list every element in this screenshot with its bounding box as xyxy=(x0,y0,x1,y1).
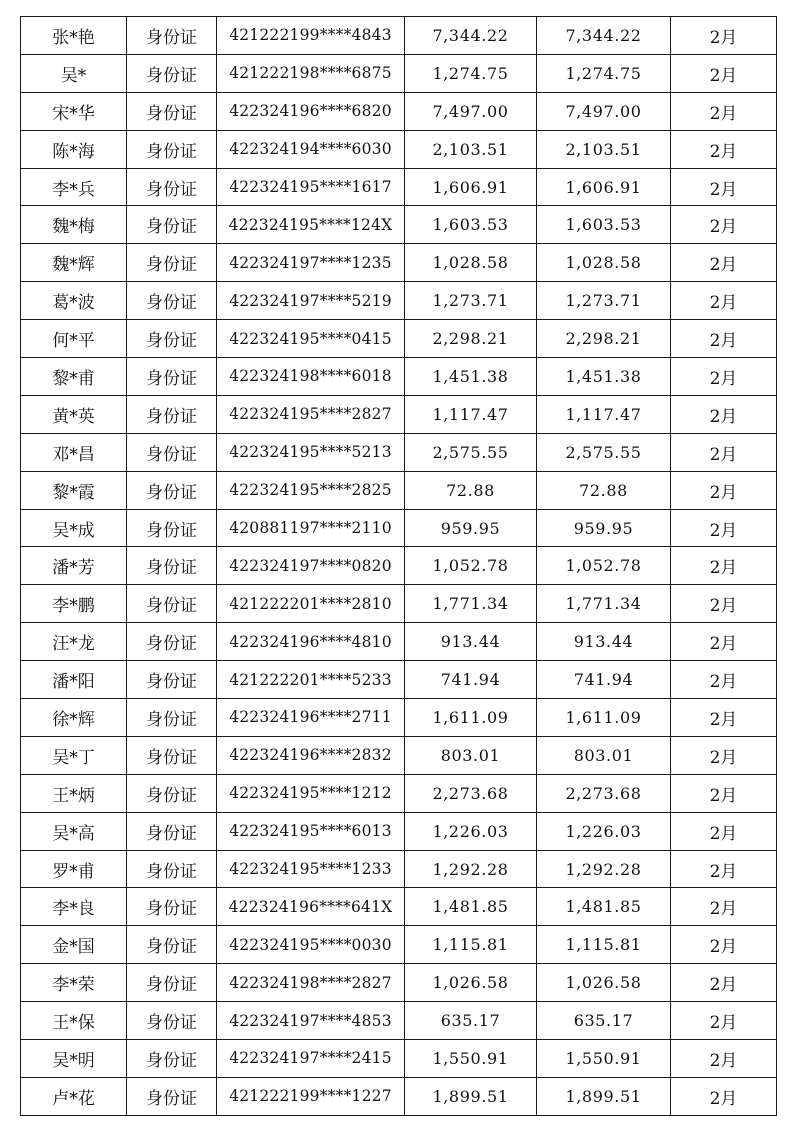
paid-amount-cell: 1,117.47 xyxy=(537,395,671,433)
id-type-cell: 身份证 xyxy=(127,320,217,358)
month-cell: 2月 xyxy=(671,433,777,471)
month-cell: 2月 xyxy=(671,888,777,926)
month-cell: 2月 xyxy=(671,699,777,737)
table-row xyxy=(21,168,777,206)
name-cell: 魏*梅 xyxy=(21,206,127,244)
month-cell: 2月 xyxy=(671,850,777,888)
id-type-cell: 身份证 xyxy=(127,850,217,888)
paid-amount-cell: 1,899.51 xyxy=(537,1077,671,1115)
id-number-cell: 420881197****2110 xyxy=(217,509,405,547)
table-row xyxy=(21,130,777,168)
paid-amount-cell: 1,274.75 xyxy=(537,54,671,92)
payment-table xyxy=(20,16,777,1116)
id-type-cell: 身份证 xyxy=(127,547,217,585)
id-number-cell: 421222201****5233 xyxy=(217,661,405,699)
paid-amount-cell: 1,052.78 xyxy=(537,547,671,585)
name-cell: 吴*成 xyxy=(21,509,127,547)
id-type-cell: 身份证 xyxy=(127,130,217,168)
id-number-cell: 422324195****1617 xyxy=(217,168,405,206)
id-type-cell: 身份证 xyxy=(127,888,217,926)
amount-cell: 2,298.21 xyxy=(405,320,537,358)
amount-cell: 1,481.85 xyxy=(405,888,537,926)
id-number-cell: 422324196****2711 xyxy=(217,699,405,737)
amount-cell: 1,026.58 xyxy=(405,964,537,1002)
table-row xyxy=(21,964,777,1002)
month-cell: 2月 xyxy=(671,1077,777,1115)
paid-amount-cell: 1,451.38 xyxy=(537,358,671,396)
paid-amount-cell: 959.95 xyxy=(537,509,671,547)
id-number-cell: 422324196****6820 xyxy=(217,92,405,130)
name-cell: 卢*花 xyxy=(21,1077,127,1115)
name-cell: 李*鹏 xyxy=(21,585,127,623)
id-number-cell: 422324197****4853 xyxy=(217,1002,405,1040)
id-type-cell: 身份证 xyxy=(127,471,217,509)
table-row xyxy=(21,320,777,358)
table-row xyxy=(21,888,777,926)
paid-amount-cell: 7,344.22 xyxy=(537,17,671,55)
amount-cell: 913.44 xyxy=(405,623,537,661)
id-type-cell: 身份证 xyxy=(127,395,217,433)
amount-cell: 1,115.81 xyxy=(405,926,537,964)
amount-cell: 2,575.55 xyxy=(405,433,537,471)
id-number-cell: 422324198****2827 xyxy=(217,964,405,1002)
month-cell: 2月 xyxy=(671,395,777,433)
id-type-cell: 身份证 xyxy=(127,168,217,206)
id-type-cell: 身份证 xyxy=(127,358,217,396)
paid-amount-cell: 1,292.28 xyxy=(537,850,671,888)
name-cell: 黎*霞 xyxy=(21,471,127,509)
paid-amount-cell: 913.44 xyxy=(537,623,671,661)
paid-amount-cell: 1,771.34 xyxy=(537,585,671,623)
name-cell: 李*良 xyxy=(21,888,127,926)
table-row xyxy=(21,509,777,547)
name-cell: 吴*明 xyxy=(21,1040,127,1078)
id-type-cell: 身份证 xyxy=(127,92,217,130)
month-cell: 2月 xyxy=(671,358,777,396)
paid-amount-cell: 1,606.91 xyxy=(537,168,671,206)
id-number-cell: 421222201****2810 xyxy=(217,585,405,623)
amount-cell: 1,603.53 xyxy=(405,206,537,244)
paid-amount-cell: 1,273.71 xyxy=(537,282,671,320)
id-number-cell: 422324197****1235 xyxy=(217,244,405,282)
paid-amount-cell: 1,550.91 xyxy=(537,1040,671,1078)
id-type-cell: 身份证 xyxy=(127,54,217,92)
month-cell: 2月 xyxy=(671,509,777,547)
table-row xyxy=(21,206,777,244)
name-cell: 金*国 xyxy=(21,926,127,964)
amount-cell: 1,899.51 xyxy=(405,1077,537,1115)
paid-amount-cell: 1,603.53 xyxy=(537,206,671,244)
id-type-cell: 身份证 xyxy=(127,699,217,737)
paid-amount-cell: 1,611.09 xyxy=(537,699,671,737)
id-type-cell: 身份证 xyxy=(127,244,217,282)
month-cell: 2月 xyxy=(671,471,777,509)
id-number-cell: 421222198****6875 xyxy=(217,54,405,92)
table-row xyxy=(21,282,777,320)
paid-amount-cell: 2,298.21 xyxy=(537,320,671,358)
amount-cell: 1,292.28 xyxy=(405,850,537,888)
id-number-cell: 422324195****2827 xyxy=(217,395,405,433)
id-type-cell: 身份证 xyxy=(127,623,217,661)
id-number-cell: 422324195****6013 xyxy=(217,812,405,850)
id-number-cell: 422324196****4810 xyxy=(217,623,405,661)
amount-cell: 1,771.34 xyxy=(405,585,537,623)
name-cell: 李*荣 xyxy=(21,964,127,1002)
id-type-cell: 身份证 xyxy=(127,509,217,547)
id-type-cell: 身份证 xyxy=(127,774,217,812)
table-row xyxy=(21,850,777,888)
table-row xyxy=(21,471,777,509)
id-type-cell: 身份证 xyxy=(127,585,217,623)
id-number-cell: 422324197****2415 xyxy=(217,1040,405,1078)
amount-cell: 635.17 xyxy=(405,1002,537,1040)
name-cell: 黄*英 xyxy=(21,395,127,433)
month-cell: 2月 xyxy=(671,547,777,585)
amount-cell: 7,497.00 xyxy=(405,92,537,130)
name-cell: 李*兵 xyxy=(21,168,127,206)
amount-cell: 1,226.03 xyxy=(405,812,537,850)
name-cell: 王*炳 xyxy=(21,774,127,812)
month-cell: 2月 xyxy=(671,244,777,282)
month-cell: 2月 xyxy=(671,168,777,206)
id-number-cell: 422324195****0030 xyxy=(217,926,405,964)
name-cell: 黎*甫 xyxy=(21,358,127,396)
table-row xyxy=(21,244,777,282)
id-type-cell: 身份证 xyxy=(127,812,217,850)
month-cell: 2月 xyxy=(671,736,777,774)
month-cell: 2月 xyxy=(671,17,777,55)
id-number-cell: 422324196****641X xyxy=(217,888,405,926)
paid-amount-cell: 72.88 xyxy=(537,471,671,509)
name-cell: 王*保 xyxy=(21,1002,127,1040)
month-cell: 2月 xyxy=(671,812,777,850)
id-number-cell: 422324195****2825 xyxy=(217,471,405,509)
table-row xyxy=(21,358,777,396)
table-row xyxy=(21,774,777,812)
name-cell: 何*平 xyxy=(21,320,127,358)
paid-amount-cell: 1,481.85 xyxy=(537,888,671,926)
id-number-cell: 422324197****0820 xyxy=(217,547,405,585)
id-number-cell: 422324197****5219 xyxy=(217,282,405,320)
table-row xyxy=(21,623,777,661)
table-row xyxy=(21,926,777,964)
amount-cell: 1,611.09 xyxy=(405,699,537,737)
amount-cell: 1,117.47 xyxy=(405,395,537,433)
id-type-cell: 身份证 xyxy=(127,1002,217,1040)
month-cell: 2月 xyxy=(671,661,777,699)
name-cell: 汪*龙 xyxy=(21,623,127,661)
name-cell: 宋*华 xyxy=(21,92,127,130)
month-cell: 2月 xyxy=(671,54,777,92)
paid-amount-cell: 741.94 xyxy=(537,661,671,699)
table-row xyxy=(21,92,777,130)
month-cell: 2月 xyxy=(671,130,777,168)
name-cell: 葛*波 xyxy=(21,282,127,320)
id-number-cell: 422324195****124X xyxy=(217,206,405,244)
month-cell: 2月 xyxy=(671,320,777,358)
id-type-cell: 身份证 xyxy=(127,1040,217,1078)
paid-amount-cell: 2,273.68 xyxy=(537,774,671,812)
id-type-cell: 身份证 xyxy=(127,926,217,964)
name-cell: 吴*高 xyxy=(21,812,127,850)
name-cell: 罗*甫 xyxy=(21,850,127,888)
name-cell: 邓*昌 xyxy=(21,433,127,471)
month-cell: 2月 xyxy=(671,774,777,812)
id-number-cell: 422324196****2832 xyxy=(217,736,405,774)
table-row xyxy=(21,699,777,737)
id-type-cell: 身份证 xyxy=(127,736,217,774)
id-number-cell: 422324195****0415 xyxy=(217,320,405,358)
name-cell: 张*艳 xyxy=(21,17,127,55)
amount-cell: 1,451.38 xyxy=(405,358,537,396)
paid-amount-cell: 803.01 xyxy=(537,736,671,774)
id-number-cell: 422324195****1212 xyxy=(217,774,405,812)
id-type-cell: 身份证 xyxy=(127,17,217,55)
amount-cell: 7,344.22 xyxy=(405,17,537,55)
amount-cell: 1,274.75 xyxy=(405,54,537,92)
table-row xyxy=(21,54,777,92)
id-number-cell: 422324195****5213 xyxy=(217,433,405,471)
table-row xyxy=(21,433,777,471)
name-cell: 魏*辉 xyxy=(21,244,127,282)
id-type-cell: 身份证 xyxy=(127,433,217,471)
month-cell: 2月 xyxy=(671,964,777,1002)
amount-cell: 2,103.51 xyxy=(405,130,537,168)
paid-amount-cell: 635.17 xyxy=(537,1002,671,1040)
paid-amount-cell: 2,103.51 xyxy=(537,130,671,168)
month-cell: 2月 xyxy=(671,623,777,661)
table-body xyxy=(21,17,777,1116)
amount-cell: 1,052.78 xyxy=(405,547,537,585)
paid-amount-cell: 2,575.55 xyxy=(537,433,671,471)
paid-amount-cell: 1,226.03 xyxy=(537,812,671,850)
amount-cell: 72.88 xyxy=(405,471,537,509)
name-cell: 吴*丁 xyxy=(21,736,127,774)
amount-cell: 1,550.91 xyxy=(405,1040,537,1078)
month-cell: 2月 xyxy=(671,585,777,623)
table-row xyxy=(21,395,777,433)
table-row xyxy=(21,1002,777,1040)
amount-cell: 1,606.91 xyxy=(405,168,537,206)
table-row xyxy=(21,547,777,585)
table-row xyxy=(21,585,777,623)
paid-amount-cell: 1,115.81 xyxy=(537,926,671,964)
table-row xyxy=(21,17,777,55)
name-cell: 吴* xyxy=(21,54,127,92)
id-number-cell: 422324198****6018 xyxy=(217,358,405,396)
id-type-cell: 身份证 xyxy=(127,206,217,244)
id-number-cell: 422324195****1233 xyxy=(217,850,405,888)
table-row xyxy=(21,812,777,850)
month-cell: 2月 xyxy=(671,92,777,130)
id-number-cell: 422324194****6030 xyxy=(217,130,405,168)
name-cell: 潘*阳 xyxy=(21,661,127,699)
name-cell: 徐*辉 xyxy=(21,699,127,737)
amount-cell: 1,273.71 xyxy=(405,282,537,320)
amount-cell: 1,028.58 xyxy=(405,244,537,282)
id-number-cell: 421222199****4843 xyxy=(217,17,405,55)
amount-cell: 959.95 xyxy=(405,509,537,547)
table-row xyxy=(21,1040,777,1078)
paid-amount-cell: 1,028.58 xyxy=(537,244,671,282)
month-cell: 2月 xyxy=(671,926,777,964)
name-cell: 陈*海 xyxy=(21,130,127,168)
month-cell: 2月 xyxy=(671,1002,777,1040)
id-type-cell: 身份证 xyxy=(127,1077,217,1115)
id-number-cell: 421222199****1227 xyxy=(217,1077,405,1115)
paid-amount-cell: 1,026.58 xyxy=(537,964,671,1002)
month-cell: 2月 xyxy=(671,282,777,320)
month-cell: 2月 xyxy=(671,206,777,244)
table-row xyxy=(21,661,777,699)
table-row xyxy=(21,736,777,774)
id-type-cell: 身份证 xyxy=(127,661,217,699)
amount-cell: 803.01 xyxy=(405,736,537,774)
month-cell: 2月 xyxy=(671,1040,777,1078)
paid-amount-cell: 7,497.00 xyxy=(537,92,671,130)
amount-cell: 2,273.68 xyxy=(405,774,537,812)
amount-cell: 741.94 xyxy=(405,661,537,699)
id-type-cell: 身份证 xyxy=(127,282,217,320)
table-row xyxy=(21,1077,777,1115)
id-type-cell: 身份证 xyxy=(127,964,217,1002)
name-cell: 潘*芳 xyxy=(21,547,127,585)
